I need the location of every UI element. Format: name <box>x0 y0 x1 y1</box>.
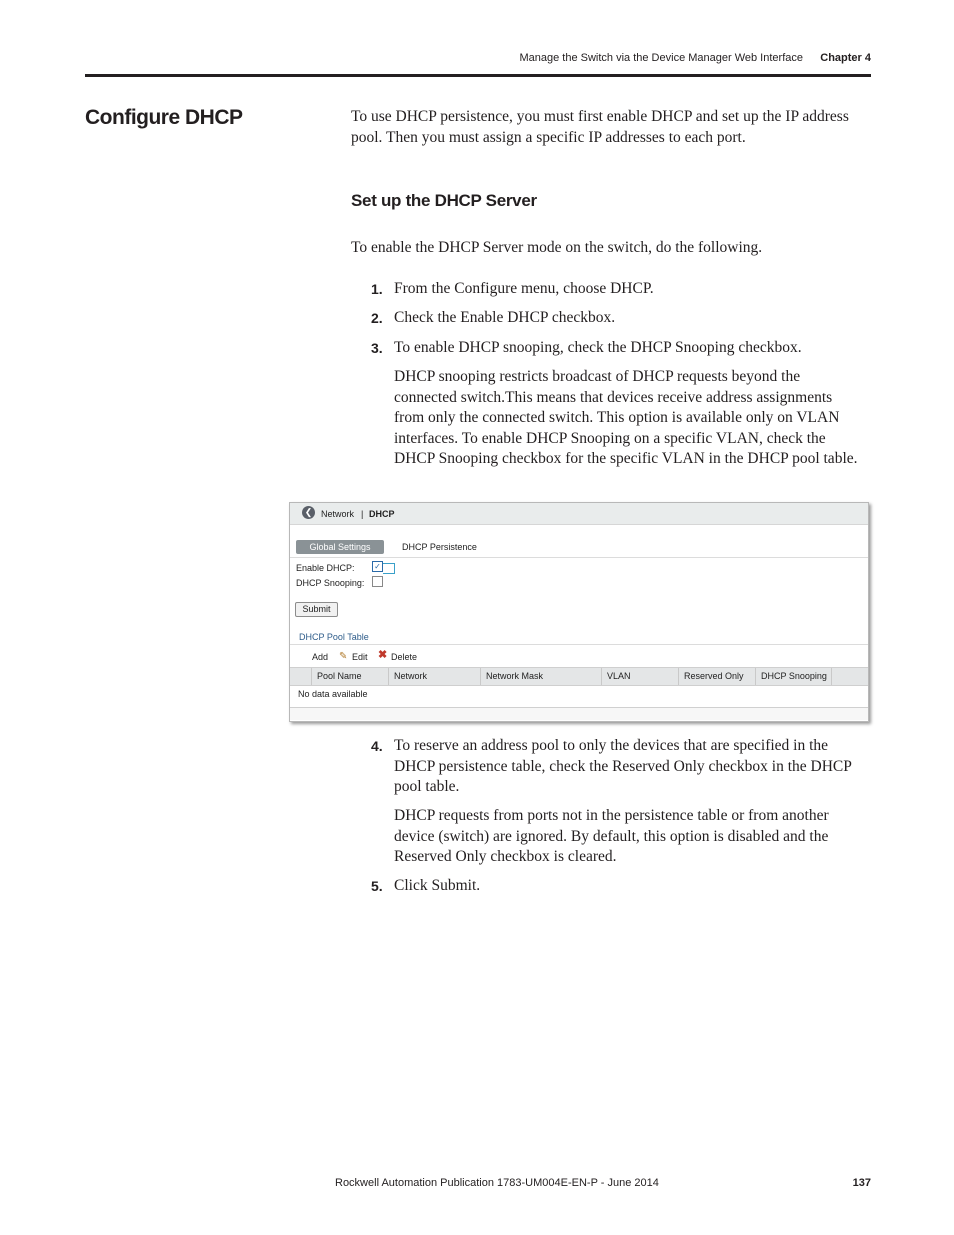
publication-info: Rockwell Automation Publication 1783-UM004E-EN-P - June 2014 <box>335 1177 659 1189</box>
subsection-heading: Set up the DHCP Server <box>351 191 537 210</box>
breadcrumb-network[interactable]: Network <box>321 509 355 519</box>
back-arrow-icon[interactable]: ❮ <box>302 506 315 519</box>
column-network-mask[interactable]: Network Mask <box>480 668 601 685</box>
edit-button[interactable]: Edit <box>352 652 368 662</box>
breadcrumb-separator: | <box>361 509 364 519</box>
page-number: 137 <box>852 1177 871 1189</box>
step-number: 4. <box>371 738 383 754</box>
column-reserved-only[interactable]: Reserved Only <box>678 668 755 685</box>
step-number: 1. <box>371 281 383 297</box>
column-network[interactable]: Network <box>388 668 480 685</box>
dhcp-snooping-checkbox[interactable] <box>372 576 383 587</box>
column-vlan[interactable]: VLAN <box>601 668 678 685</box>
step-4-note: DHCP requests from ports not in the persistence table or from another device (switch) are ignored. By default, this option is disabled and the Reserved Only checkbox is cleared. <box>394 807 829 865</box>
step-text: Check the Enable DHCP checkbox. <box>394 309 616 326</box>
delete-button[interactable]: Delete <box>391 652 418 662</box>
step-text: From the Configure menu, choose DHCP. <box>394 280 654 297</box>
header-chapter: Chapter 4 <box>820 52 871 64</box>
enable-dhcp-checkbox[interactable]: ✓ <box>372 561 383 572</box>
column-pool-name[interactable]: Pool Name <box>311 668 388 685</box>
header-rule <box>85 74 871 77</box>
step-text: To reserve an address pool to only the devices that are specified in the DHCP persistence table, check the Reserved Only checkbox in the DHCP pool table. <box>394 737 852 795</box>
tab-global-settings[interactable]: Global Settings <box>296 540 384 554</box>
step-text: To enable DHCP snooping, check the DHCP Snooping checkbox. <box>394 339 802 356</box>
step-number: 3. <box>371 340 383 356</box>
focus-outline <box>383 563 395 574</box>
add-button[interactable]: Add <box>312 652 329 662</box>
step-3-note: DHCP snooping restricts broadcast of DHCP requests beyond the connected switch.This means that devices receive address assignments from only the connected switch. This option is available only on VLAN interfaces. To enable DHCP Snooping on a specific VLAN, check the DHCP Snooping checkbox for the specific VLAN in the DHCP pool table. <box>394 368 858 467</box>
tab-dhcp-persistence[interactable]: DHCP Persistence <box>402 542 477 552</box>
x-icon: ✖ <box>378 649 388 661</box>
pool-divider <box>290 644 868 645</box>
enable-dhcp-label: Enable DHCP: <box>296 563 355 573</box>
column-dhcp-snooping[interactable]: DHCP Snooping <box>755 668 832 685</box>
empty-table-text: No data available <box>298 689 368 699</box>
header-title: Manage the Switch via the Device Manager Web Interface <box>519 52 803 64</box>
step-number: 2. <box>371 310 383 326</box>
pool-table-title: DHCP Pool Table <box>299 632 369 642</box>
subsection-intro: To enable the DHCP Server mode on the switch, do the following. <box>351 239 763 256</box>
step-number: 5. <box>371 878 383 894</box>
step-text: Click Submit. <box>394 877 481 894</box>
breadcrumb-dhcp: DHCP <box>369 509 395 519</box>
pool-table-header <box>290 667 868 686</box>
tab-bar <box>290 533 868 558</box>
dhcp-snooping-label: DHCP Snooping: <box>296 578 365 588</box>
dhcp-screenshot <box>289 502 869 722</box>
horizontal-scrollbar[interactable] <box>290 707 868 720</box>
pencil-icon: ✎ <box>339 651 348 662</box>
section-intro: To use DHCP persistence, you must first enable DHCP and set up the IP address pool. Then you must assign a specific IP addresses to each port. <box>351 108 849 146</box>
submit-button[interactable]: Submit <box>295 602 338 617</box>
section-heading: Configure DHCP <box>85 106 243 129</box>
breadcrumb <box>290 503 868 525</box>
